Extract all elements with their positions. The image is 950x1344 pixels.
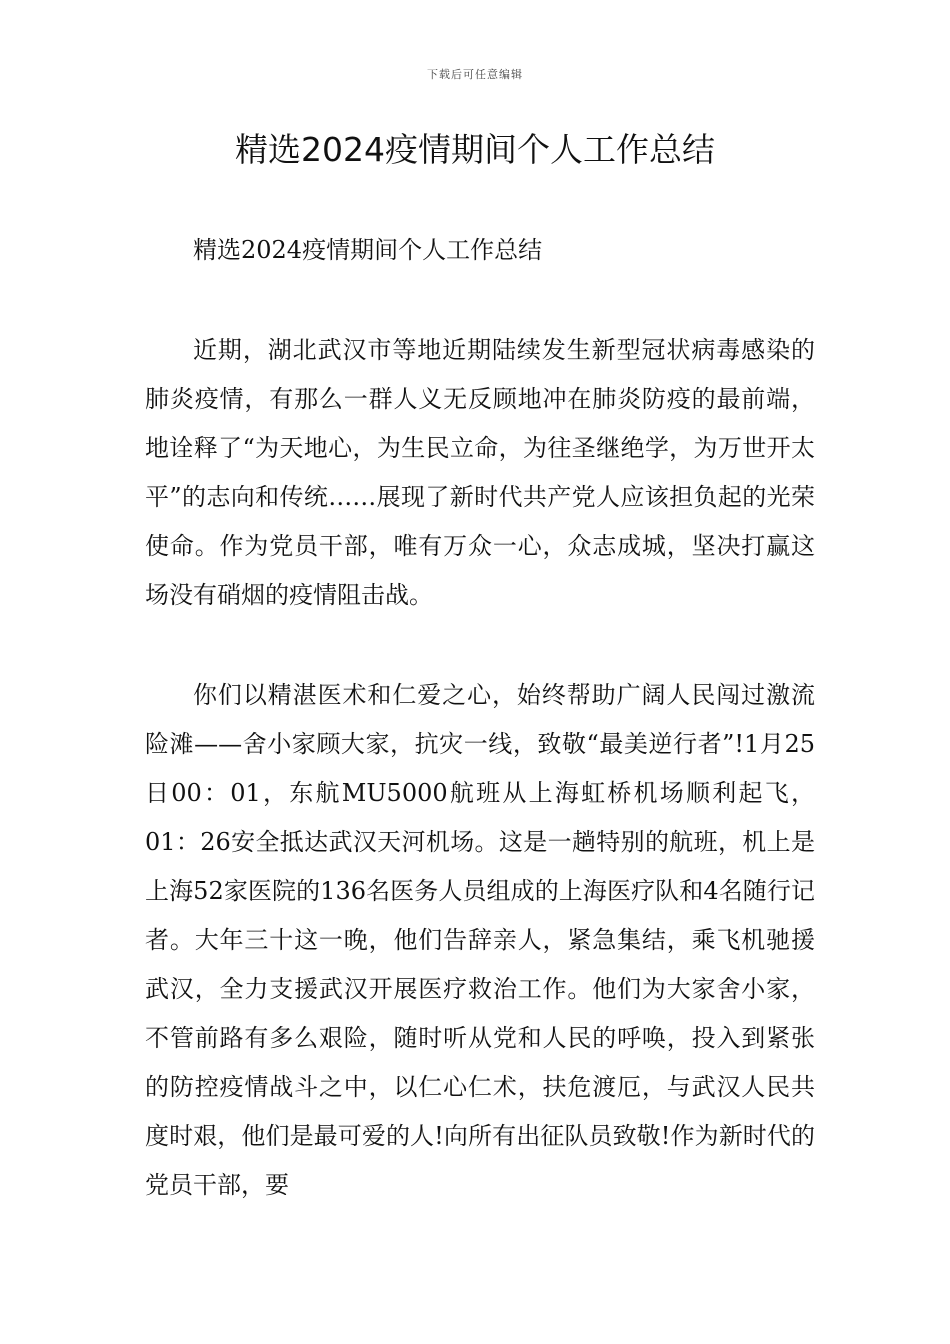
- document-body: [145, 226, 815, 1210]
- header-note: 下载后可任意编辑: [427, 68, 523, 81]
- document-title: 精选2024疫情期间个人工作总结: [235, 130, 715, 169]
- paragraph-2: 你们以精湛医术和仁爱之心，始终帮助广阔人民闯过激流险滩——舍小家顾大家，抗灾一线，致敬“最美逆行者”!1月25日00：01，东航MU5000航班从上海虹桥机场顺利起飞，01：26安全抵达武汉天河机场。这是一趟特别的航班，机上是上海52家医院的136名医务人员组成的上海医疗队和4名随行记者。大年三十这一晚，他们告辞亲人，紧急集结，乘飞机驰援武汉，全力支援武汉开展医疗救治工作。他们为大家舍小家，不管前路有多么艰险，随时听从党和人民的呼唤，投入到紧张的防控疫情战斗之中，以仁心仁术，扶危渡厄，与武汉人民共度时艰，他们是最可爱的人!向所有出征队员致敬!作为新时代的党员干部，要: [145, 681, 815, 1199]
- document-subtitle: 精选2024疫情期间个人工作总结: [193, 236, 543, 264]
- paragraph-1: 近期，湖北武汉市等地近期陆续发生新型冠状病毒感染的肺炎疫情，有那么一群人义无反顾地冲在肺炎防疫的最前端，地诠释了“为天地心，为生民立命，为往圣继绝学，为万世开太平”的志向和传统……展现了新时代共产党人应该担负起的光荣使命。作为党员干部，唯有万众一心，众志成城，坚决打赢这场没有硝烟的疫情阻击战。: [145, 336, 815, 609]
